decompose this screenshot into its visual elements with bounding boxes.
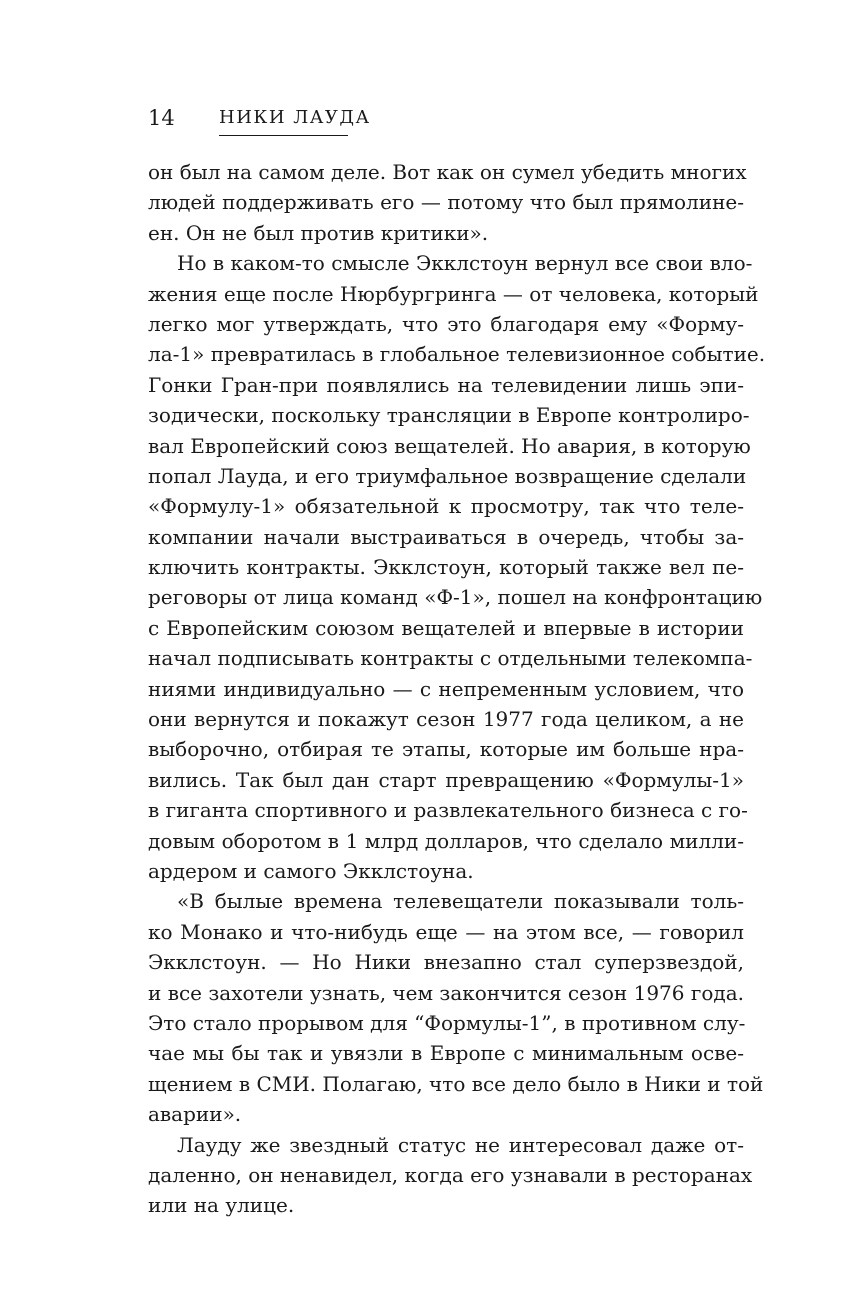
text-line: Экклстоун. — Но Ники внезапно стал суперзвездой, xyxy=(148,950,744,975)
text-line: и все захотели узнать, чем закончится сезон 1976 года. xyxy=(148,980,744,1005)
text-line: попал Лауда, и его триумфальное возвращение сделали xyxy=(148,463,747,488)
text-line: с Европейским союзом вещателей и впервые в истории xyxy=(148,615,744,640)
text-line: ен. Он не был против критики». xyxy=(148,220,489,245)
text-line: вились. Так был дан старт превращению «Формулы-1» xyxy=(148,767,744,792)
text-line: ардером и самого Экклстоуна. xyxy=(148,858,474,883)
text-line: Гонки Гран-при появлялись на телевидении лишь эпи- xyxy=(148,372,744,397)
text-line: ключить контракты. Экклстоун, который также вел пе- xyxy=(148,555,744,580)
header-rule xyxy=(219,135,348,136)
text-line: чае мы бы так и увязли в Европе с минимальным осве- xyxy=(148,1041,744,1066)
text-line: щением в СМИ. Полагаю, что все дело было в Ники и той xyxy=(148,1071,764,1096)
text-line: ла-1» превратилась в глобальное телевизионное событие. xyxy=(148,342,766,367)
running-title: НИКИ ЛАУДА xyxy=(219,107,371,128)
text-line: легко мог утверждать, что это благодаря ему «Форму- xyxy=(148,311,744,336)
text-line: людей поддерживать его — потому что был прямолине- xyxy=(148,190,744,215)
text-line: Лауду же звездный статус не интересовал даже от- xyxy=(177,1132,744,1157)
text-line: компании начали выстраиваться в очередь, чтобы за- xyxy=(148,524,744,549)
text-line: жения еще после Нюрбургринга — от человека, который xyxy=(148,281,759,306)
text-line: в гиганта спортивного и развлекательного бизнеса с го- xyxy=(148,798,748,823)
text-line: Но в каком-то смысле Экклстоун вернул все свои вло- xyxy=(177,251,753,276)
body-text xyxy=(148,157,766,1221)
text-line: вал Европейский союз вещателей. Но авария, в которую xyxy=(148,433,751,458)
text-line: Это стало прорывом для “Формулы-1”, в противном слу- xyxy=(148,1010,746,1035)
text-line: «Формулу-1» обязательной к просмотру, так что теле- xyxy=(148,494,744,519)
text-line: довым оборотом в 1 млрд долларов, что сделало милли- xyxy=(148,828,744,853)
text-line: или на улице. xyxy=(148,1193,295,1218)
text-line: выборочно, отбирая те этапы, которые им больше нра- xyxy=(148,737,744,762)
text-line: реговоры от лица команд «Ф-1», пошел на конфронтацию xyxy=(148,585,763,610)
text-line: даленно, он ненавидел, когда его узнавали в ресторанах xyxy=(148,1162,753,1187)
text-line: они вернутся и покажут сезон 1977 года целиком, а не xyxy=(148,707,744,732)
text-line: зодически, поскольку трансляции в Европе контролиро- xyxy=(148,403,750,428)
text-line: ниями индивидуально — с непременным условием, что xyxy=(148,676,744,701)
text-line: «В былые времена телевещатели показывали толь- xyxy=(177,889,744,914)
text-line: начал подписывать контракты с отдельными телекомпа- xyxy=(148,646,753,671)
page-number: 14 xyxy=(148,106,175,130)
text-line: он был на самом деле. Вот как он сумел убедить многих xyxy=(148,160,747,184)
text-line: аварии». xyxy=(148,1102,242,1127)
text-line: ко Монако и что-нибудь еще — на этом все, — говорил xyxy=(148,919,744,944)
